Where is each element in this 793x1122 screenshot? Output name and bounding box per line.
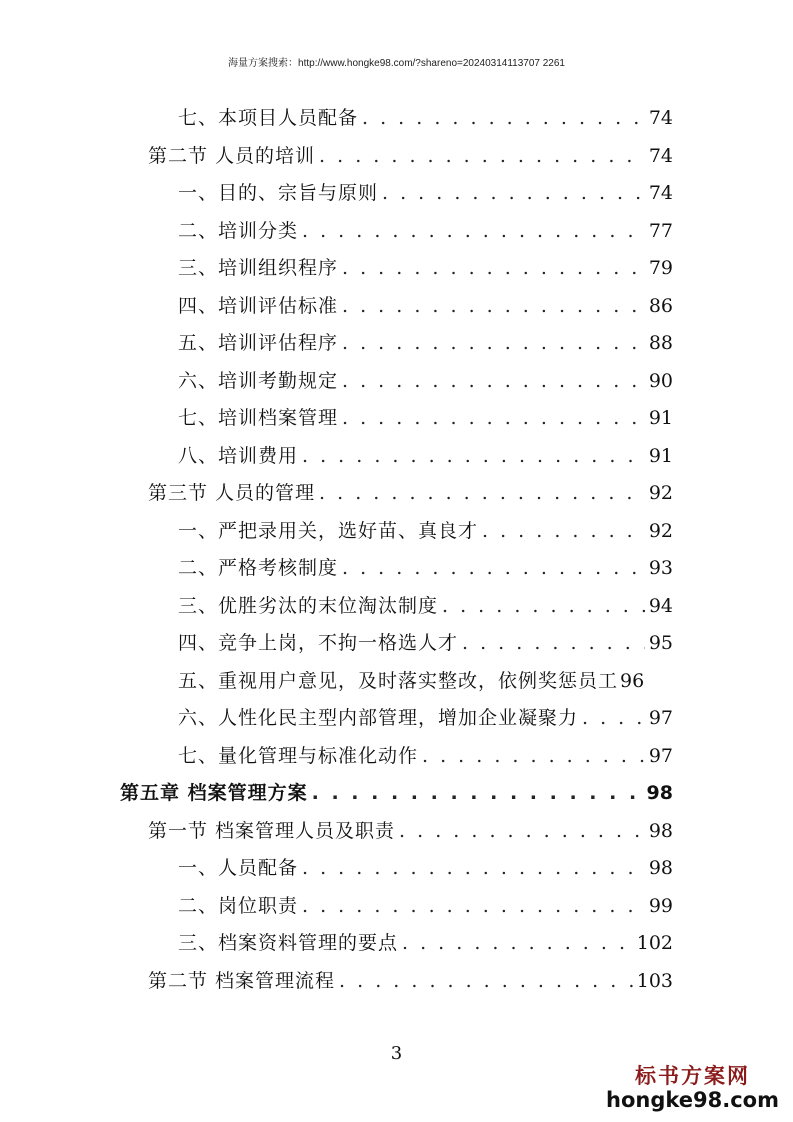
toc-entry-title: 第二节 档案管理流程 xyxy=(148,970,336,992)
page-number: 3 xyxy=(390,1043,403,1064)
toc-entry-page: 99 xyxy=(648,895,673,917)
toc-leader xyxy=(342,254,645,282)
toc-leader xyxy=(422,742,645,770)
toc-leader xyxy=(342,292,645,320)
toc-entry-title: 二、培训分类 xyxy=(178,220,299,242)
toc-entry-title: 三、优胜劣汰的末位淘汰制度 xyxy=(178,595,439,617)
toc-leader xyxy=(302,892,645,920)
toc-entry-page: 94 xyxy=(648,595,673,617)
toc-leader xyxy=(342,554,645,582)
toc-entry[interactable] xyxy=(178,367,673,395)
toc-entry-page: 91 xyxy=(648,407,673,429)
toc-leader xyxy=(342,329,645,357)
toc-entry-page: 92 xyxy=(648,520,673,542)
toc-entry[interactable] xyxy=(178,554,673,582)
toc-entry-title: 六、人性化民主型内部管理，增加企业凝聚力 xyxy=(178,707,579,729)
toc-entry-page: 74 xyxy=(648,107,673,129)
toc-entry-page: 95 xyxy=(648,632,673,654)
toc-entry-page: 93 xyxy=(648,557,673,579)
toc-leader xyxy=(339,967,633,995)
toc-entry-page: 96 xyxy=(620,670,645,692)
site-watermark-logo xyxy=(606,1064,779,1112)
toc-entry-page: 98 xyxy=(646,782,673,804)
toc-entry-title: 一、目的、宗旨与原则 xyxy=(178,182,379,204)
toc-entry-page: 74 xyxy=(648,182,673,204)
toc-entry-title: 七、本项目人员配备 xyxy=(178,107,359,129)
toc-leader xyxy=(302,442,645,470)
toc-entry-chapter[interactable] xyxy=(120,779,673,807)
toc-entry-page: 98 xyxy=(648,857,673,879)
toc-leader xyxy=(442,592,645,620)
toc-entry[interactable] xyxy=(178,404,673,432)
toc-leader xyxy=(342,367,645,395)
toc-leader xyxy=(302,854,645,882)
toc-entry[interactable] xyxy=(178,592,673,620)
toc-entry[interactable] xyxy=(178,179,673,207)
toc-entry-title: 四、竞争上岗，不拘一格选人才 xyxy=(178,632,459,654)
toc-leader xyxy=(482,517,645,545)
toc-entry[interactable] xyxy=(178,929,673,957)
toc-entry-page: 90 xyxy=(648,370,673,392)
toc-entry[interactable] xyxy=(178,629,673,657)
toc-entry-page: 98 xyxy=(648,820,673,842)
toc-entry-page: 88 xyxy=(648,332,673,354)
toc-entry-title: 八、培训费用 xyxy=(178,445,299,467)
toc-leader xyxy=(302,217,645,245)
toc-entry-page: 74 xyxy=(648,145,673,167)
toc-entry-title: 第二节 人员的培训 xyxy=(148,145,316,167)
toc-entry[interactable] xyxy=(148,967,673,995)
toc-entry[interactable] xyxy=(178,442,673,470)
toc-leader xyxy=(382,179,645,207)
toc-leader xyxy=(319,479,645,507)
toc-entry[interactable] xyxy=(178,742,673,770)
toc-entry[interactable] xyxy=(178,854,673,882)
toc-entry-page: 92 xyxy=(648,482,673,504)
toc-leader xyxy=(399,817,645,845)
toc-entry-title: 六、培训考勤规定 xyxy=(178,370,339,392)
toc-entry[interactable] xyxy=(178,254,673,282)
toc-entry-page: 97 xyxy=(648,745,673,767)
toc-entry-title: 四、培训评估标准 xyxy=(178,295,339,317)
toc-entry[interactable] xyxy=(178,704,673,732)
toc-entry[interactable] xyxy=(178,892,673,920)
toc-entry[interactable] xyxy=(148,817,673,845)
toc-entry-title: 第三节 人员的管理 xyxy=(148,482,316,504)
toc-entry[interactable] xyxy=(148,479,673,507)
toc-leader xyxy=(402,929,633,957)
toc-entry-page: 91 xyxy=(648,445,673,467)
toc-leader xyxy=(362,104,645,132)
toc-entry[interactable] xyxy=(178,104,673,132)
toc-leader xyxy=(462,629,645,657)
toc-leader xyxy=(312,779,643,807)
toc-entry-page: 79 xyxy=(648,257,673,279)
toc-entry-title: 第一节 档案管理人员及职责 xyxy=(148,820,396,842)
toc-entry-title: 五、培训评估程序 xyxy=(178,332,339,354)
toc-entry-title: 五、重视用户意见，及时落实整改，依例奖惩员工 xyxy=(178,670,619,692)
toc-entry-page: 97 xyxy=(648,707,673,729)
toc-entry[interactable] xyxy=(178,667,673,695)
toc-entry-title: 一、严把录用关，选好苗、真良才 xyxy=(178,520,479,542)
toc-entry[interactable] xyxy=(148,142,673,170)
toc-entry-page: 103 xyxy=(636,970,673,992)
toc-entry[interactable] xyxy=(178,329,673,357)
toc-entry-page: 102 xyxy=(636,932,673,954)
toc-entry-title: 七、量化管理与标准化动作 xyxy=(178,745,419,767)
toc-entry-title: 二、岗位职责 xyxy=(178,895,299,917)
toc-entry-title: 三、培训组织程序 xyxy=(178,257,339,279)
toc-entry-title: 一、人员配备 xyxy=(178,857,299,879)
watermark-title: 标书方案网 xyxy=(635,1063,751,1088)
toc-entry-title: 七、培训档案管理 xyxy=(178,407,339,429)
toc-entry-title: 三、档案资料管理的要点 xyxy=(178,932,399,954)
toc-entry-page: 77 xyxy=(648,220,673,242)
toc-entry-title: 二、严格考核制度 xyxy=(178,557,339,579)
toc-entry-page: 86 xyxy=(648,295,673,317)
toc-entry[interactable] xyxy=(178,292,673,320)
toc-leader xyxy=(582,704,645,732)
toc-entry[interactable] xyxy=(178,217,673,245)
toc-entry[interactable] xyxy=(178,517,673,545)
page-header-url: 海量方案搜索：http://www.hongke98.com/?shareno=20240314113707 2261 xyxy=(228,58,565,69)
toc-leader xyxy=(319,142,645,170)
watermark-url: hongke98.com xyxy=(606,1088,779,1112)
toc-entry-title: 第五章 档案管理方案 xyxy=(120,782,308,804)
toc-leader xyxy=(342,404,645,432)
